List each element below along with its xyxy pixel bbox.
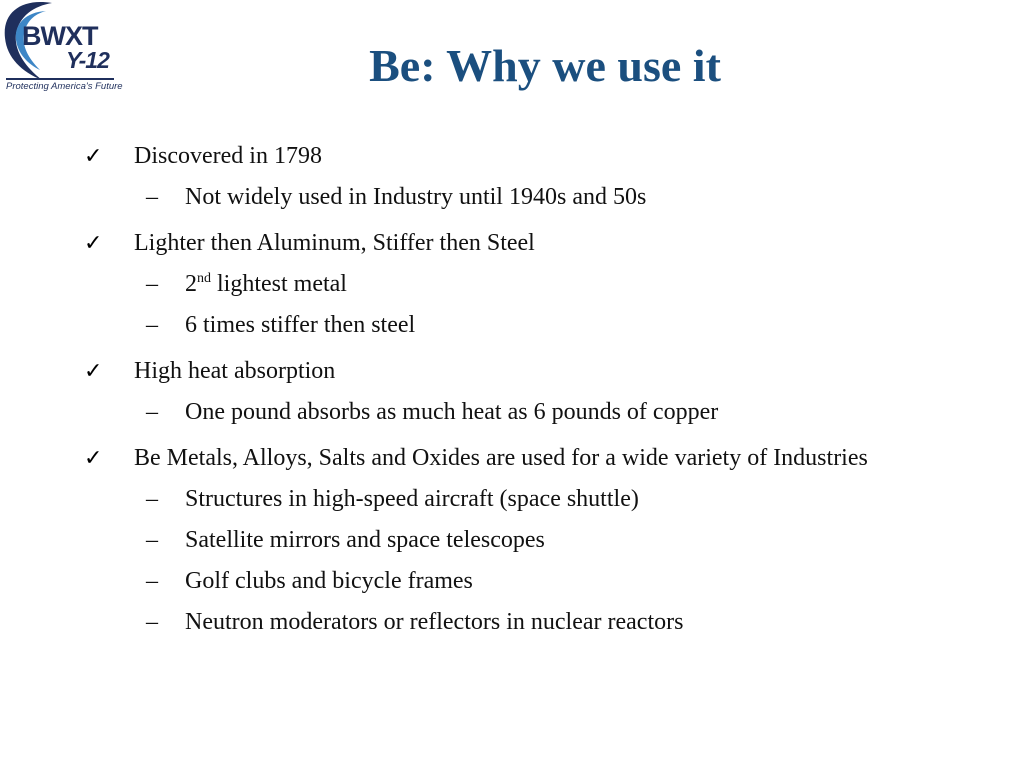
- bullet-item: [0, 354, 1024, 429]
- bullet-row: [0, 226, 1024, 260]
- sub-bullet-text: Neutron moderators or reflectors in nuclear reactors: [185, 609, 684, 635]
- sub-bullet-text: One pound absorbs as much heat as 6 pounds of copper: [185, 399, 719, 425]
- dash-marker: –: [146, 312, 158, 338]
- sub-bullet-text-pre: 2: [185, 271, 197, 297]
- sub-bullet: [0, 564, 1024, 598]
- bullet-text: High heat absorption: [134, 358, 336, 384]
- bullet-item: [0, 139, 1024, 214]
- logo-tagline: Protecting America's Future: [6, 81, 123, 92]
- bullet-item: [0, 441, 1024, 639]
- logo-site: Y-12: [66, 47, 109, 73]
- sub-bullet-text: Structures in high-speed aircraft (space shuttle): [185, 486, 639, 512]
- dash-marker: –: [146, 486, 158, 512]
- dash-marker: –: [146, 399, 158, 425]
- bullet-row: [0, 139, 1024, 173]
- bullet-item: [0, 226, 1024, 342]
- sub-bullet-text: Golf clubs and bicycle frames: [185, 568, 473, 594]
- bullet-text: Be Metals, Alloys, Salts and Oxides are used for a wide variety of Industries: [134, 445, 868, 471]
- bullet-text: Discovered in 1798: [134, 143, 322, 169]
- dash-marker: –: [146, 527, 158, 553]
- checkmark-icon: ✓: [84, 230, 103, 255]
- sub-bullet: [0, 395, 1024, 429]
- bullet-row: [0, 441, 1024, 475]
- dash-marker: –: [146, 609, 158, 635]
- sub-bullet: [0, 308, 1024, 342]
- checkmark-icon: ✓: [84, 445, 103, 470]
- sub-bullet: [0, 180, 1024, 214]
- sub-bullet-text-post: lightest metal: [211, 271, 347, 297]
- sub-bullet: [0, 605, 1024, 639]
- sub-bullet: [0, 523, 1024, 557]
- logo-rule: [6, 78, 114, 80]
- sub-bullet-text: Satellite mirrors and space telescopes: [185, 527, 545, 553]
- slide-title: Be: Why we use it: [369, 40, 721, 91]
- checkmark-icon: ✓: [84, 358, 103, 383]
- dash-marker: –: [146, 271, 158, 297]
- sub-bullet: [0, 267, 1024, 301]
- sub-bullet-text: Not widely used in Industry until 1940s and 50s: [185, 184, 647, 210]
- bullet-text: Lighter then Aluminum, Stiffer then Steel: [134, 230, 535, 256]
- checkmark-icon: ✓: [84, 143, 103, 168]
- logo-brand: BWXT: [22, 21, 98, 51]
- ordinal-superscript: nd: [197, 271, 211, 286]
- dash-marker: –: [146, 568, 158, 594]
- bwxt-y12-logo: [0, 0, 125, 98]
- sub-bullet-text: 6 times stiffer then steel: [185, 312, 416, 338]
- dash-marker: –: [146, 184, 158, 210]
- sub-bullet: [0, 482, 1024, 516]
- bullet-row: [0, 354, 1024, 388]
- bullet-list: [0, 139, 1024, 639]
